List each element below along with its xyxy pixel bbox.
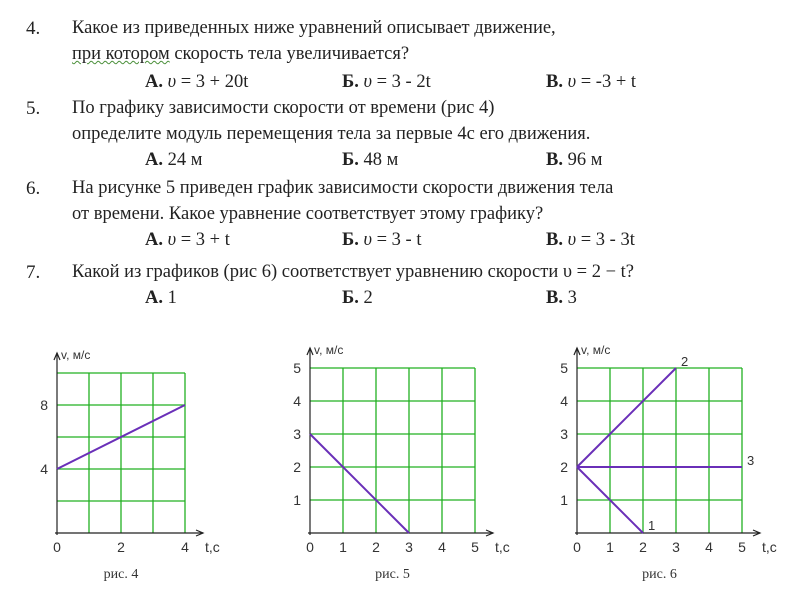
answer-c: В. 96 м <box>546 150 603 170</box>
x-tick-label: 2 <box>117 539 125 555</box>
x-tick-label: 2 <box>372 539 380 555</box>
y-axis-label: v, м/с <box>581 343 611 357</box>
question-text: По графику зависимости скорости от времени (рис 4) <box>72 98 495 118</box>
y-tick-label: 4 <box>293 393 301 409</box>
answer-b: Б. 2 <box>342 288 373 308</box>
question-text: На рисунке 5 приведен график зависимости скорости движения тела <box>72 178 614 198</box>
x-tick-label: 2 <box>639 539 647 555</box>
figure-5-graph <box>270 335 520 585</box>
x-tick-label: 5 <box>738 539 746 555</box>
x-tick-label: 5 <box>471 539 479 555</box>
x-tick-label: 4 <box>181 539 189 555</box>
underlined-phrase: при котором <box>72 44 170 64</box>
question-text-line-2: от времени. Какое уравнение соответствует этому графику? <box>72 204 544 224</box>
x-tick-label: 0 <box>53 539 61 555</box>
x-tick-label: 4 <box>705 539 713 555</box>
y-tick-label: 5 <box>293 360 301 376</box>
answer-b: Б. υ = 3 - t <box>342 230 422 250</box>
y-axis-label: v, м/с <box>61 348 91 362</box>
series-label: 3 <box>747 453 755 468</box>
figure-caption: рис. 4 <box>103 567 139 582</box>
answer-b: Б. 48 м <box>342 150 399 170</box>
answer-a: А. υ = 3 + t <box>145 230 230 250</box>
x-tick-label: 0 <box>573 539 581 555</box>
x-tick-label: 1 <box>339 539 347 555</box>
y-axis-label: v, м/с <box>314 343 344 357</box>
figure-6-graph <box>535 335 790 585</box>
y-tick-label: 5 <box>560 360 568 376</box>
x-tick-label: 0 <box>306 539 314 555</box>
x-axis-label: t,c <box>762 539 777 555</box>
question-number: 4. <box>26 18 41 39</box>
answer-c: В. υ = 3 - 3t <box>546 230 635 250</box>
y-tick-label: 2 <box>560 459 568 475</box>
y-tick-label: 4 <box>560 393 568 409</box>
question-text-line-2: при котором скорость тела увеличивается? <box>72 44 410 64</box>
figure-caption: рис. 6 <box>642 567 677 582</box>
y-tick-label: 3 <box>560 426 568 442</box>
figure-4-graph <box>20 335 240 585</box>
question-number: 5. <box>26 98 41 119</box>
answer-a: А. 1 <box>145 288 177 308</box>
figure-caption: рис. 5 <box>375 567 410 582</box>
series-line <box>310 434 409 533</box>
question-number: 6. <box>26 178 41 199</box>
series-label: 1 <box>648 518 656 533</box>
series-line <box>577 368 676 467</box>
y-tick-label: 1 <box>293 492 301 508</box>
x-tick-label: 4 <box>438 539 446 555</box>
x-tick-label: 3 <box>405 539 413 555</box>
y-tick-label: 2 <box>293 459 301 475</box>
x-tick-label: 1 <box>606 539 614 555</box>
question-text: Какой из графиков (рис 6) соответствует уравнению скорости υ = 2 − t? <box>72 262 634 282</box>
answer-c: В. 3 <box>546 288 577 308</box>
y-tick-label: 3 <box>293 426 301 442</box>
question-number: 7. <box>26 262 41 283</box>
y-tick-label: 8 <box>40 397 48 413</box>
series-label: 2 <box>681 354 689 369</box>
x-axis-label: t,c <box>495 539 510 555</box>
x-axis-label: t,c <box>205 539 220 555</box>
answer-c: В. υ = -3 + t <box>546 72 637 92</box>
answer-a: А. 24 м <box>145 150 203 170</box>
question-text-line-2: определите модуль перемещения тела за первые 4с его движения. <box>72 124 591 144</box>
y-tick-label: 4 <box>40 461 48 477</box>
question-text: Какое из приведенных ниже уравнений описывает движение, <box>72 18 556 38</box>
x-tick-label: 3 <box>672 539 680 555</box>
answer-b: Б. υ = 3 - 2t <box>342 72 431 92</box>
y-tick-label: 1 <box>560 492 568 508</box>
answer-a: А. υ = 3 + 20t <box>145 72 249 92</box>
